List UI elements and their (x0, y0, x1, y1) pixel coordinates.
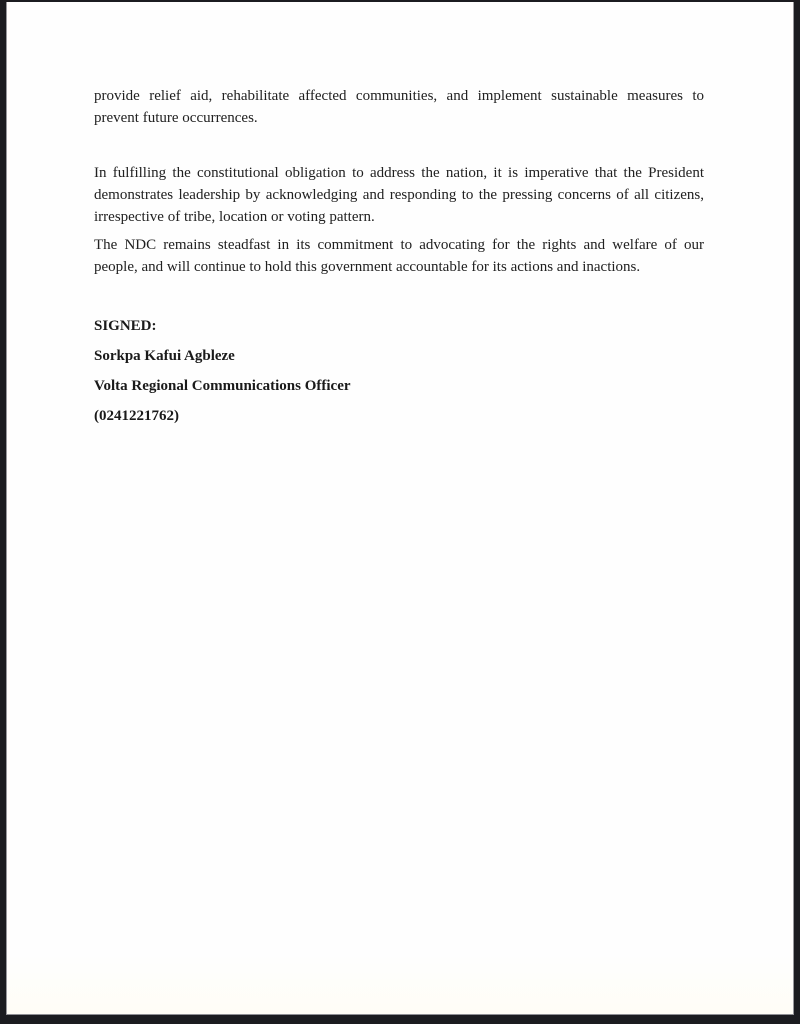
signature-block (94, 315, 704, 427)
paragraph-constitutional-obligation (94, 162, 704, 228)
signatory-name: Sorkpa Kafui Agbleze (94, 348, 235, 364)
paragraph-line: In fulfilling the constitutional obligation to address the nation, it is imperative that the President (94, 165, 704, 181)
paragraph-ndc-commitment (94, 234, 704, 278)
paragraph-line: demonstrates leadership by acknowledging and responding to the pressing concerns of all citizens, (94, 187, 704, 203)
paragraph-line: people, and will continue to hold this government accountable for its actions and inactions. (94, 259, 641, 275)
signatory-phone: (0241221762) (94, 408, 179, 424)
paragraph-relief-measures (94, 85, 704, 129)
paragraph-line: prevent future occurrences. (94, 110, 258, 126)
signatory-title: Volta Regional Communications Officer (94, 378, 351, 394)
document-content (94, 85, 704, 427)
paragraph-line: irrespective of tribe, location or voting pattern. (94, 209, 375, 225)
document-page (6, 2, 794, 1015)
paragraph-line: The NDC remains steadfast in its commitment to advocating for the rights and welfare of our (94, 237, 704, 253)
paragraph-line: provide relief aid, rehabilitate affected communities, and implement sustainable measures to (94, 88, 704, 104)
signed-label: SIGNED: (94, 318, 157, 334)
